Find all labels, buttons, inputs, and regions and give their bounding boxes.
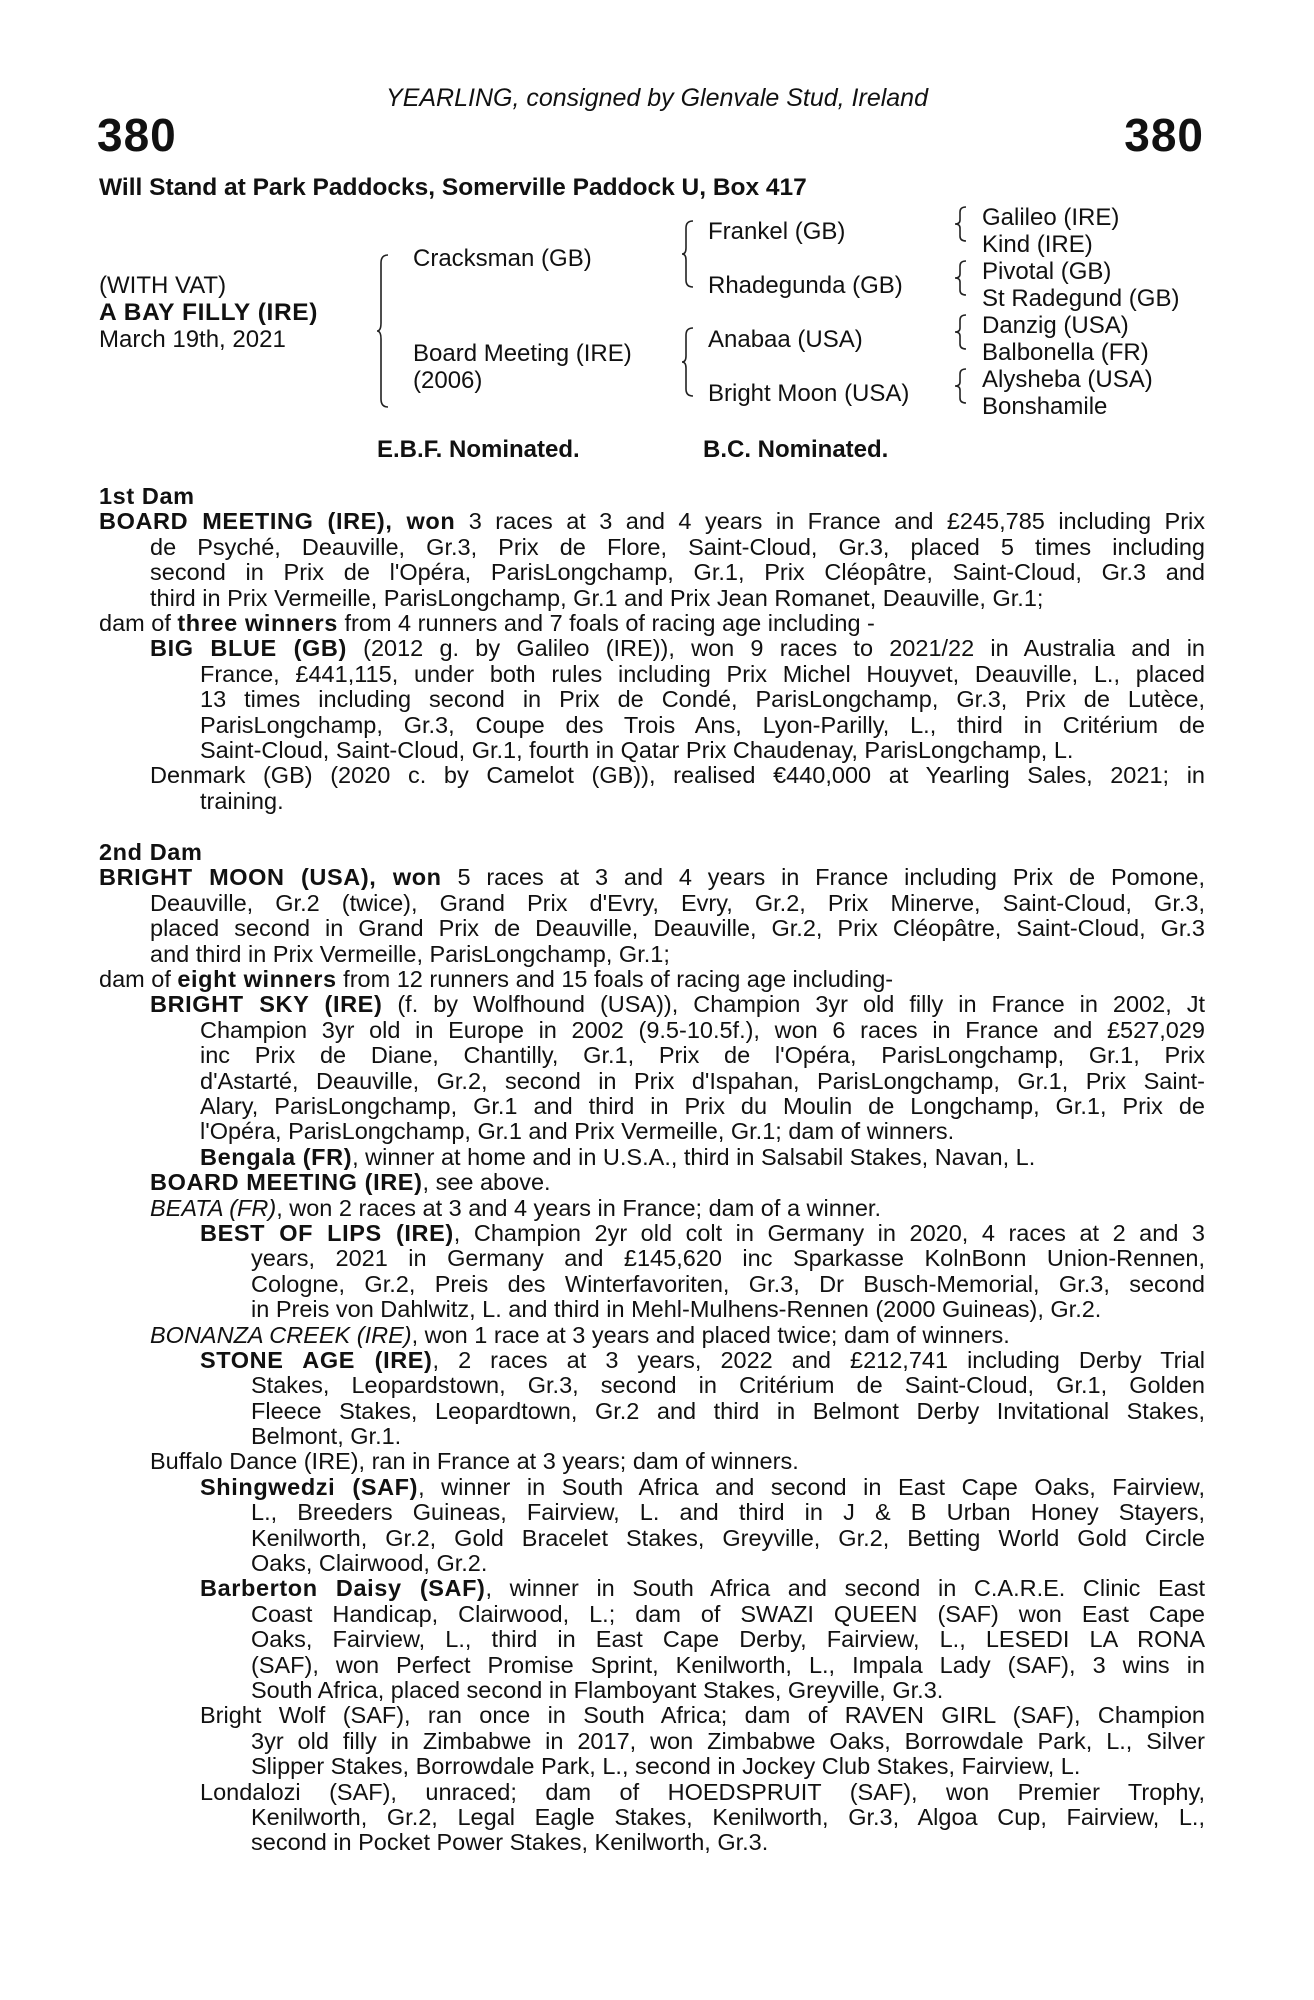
bengala-name: Bengala (FR) bbox=[200, 1143, 353, 1170]
pedigree-brace-dam bbox=[681, 326, 695, 398]
pedigree-brace-ds bbox=[954, 312, 968, 352]
second-dam-text: 5 races at 3 and 4 years in France including Prix de Pomone, bbox=[441, 864, 1206, 891]
barberton-daisy-line-3: Oaks, Fairview, L., third in East Cape Derby, Fairview, L., LESEDI LA RONA bbox=[251, 1626, 1205, 1653]
bright-sky-text: (f. by Wolfhound (USA)), Champion 3yr old filly in France in 2002, Jt bbox=[382, 991, 1205, 1018]
ss-sire: Galileo (IRE) bbox=[982, 204, 1120, 231]
board-meeting-name: BOARD MEETING (IRE) bbox=[150, 1169, 423, 1196]
shingwedzi-name: Shingwedzi (SAF) bbox=[200, 1473, 419, 1500]
sd-dam: St Radegund (GB) bbox=[982, 285, 1180, 312]
dam-dam: Bright Moon (USA) bbox=[708, 380, 910, 407]
shingwedzi-line-4: Oaks, Clairwood, Gr.2. bbox=[251, 1550, 488, 1577]
best-of-lips-text: , Champion 2yr old colt in Germany in 2020, 4 races at 2 and 3 bbox=[453, 1219, 1205, 1246]
second-dam-produce-summary bbox=[99, 967, 1205, 992]
shingwedzi-line-3: Kenilworth, Gr.2, Gold Bracelet Stakes, Greyville, Gr.2, Betting World Gold Circle bbox=[251, 1524, 1205, 1551]
stone-age-line-3: Fleece Stakes, Leopardtown, Gr.2 and third in Belmont Derby Invitational Stakes, bbox=[251, 1397, 1205, 1424]
pedigree-brace-sire bbox=[681, 219, 695, 289]
londalozi-line-1: Londalozi (SAF), unraced; dam of HOEDSPRUIT (SAF), won Premier Trophy, bbox=[200, 1778, 1205, 1805]
barberton-daisy-line-2: Coast Handicap, Clairwood, L.; dam of SWAZI QUEEN (SAF) won East Cape bbox=[251, 1600, 1205, 1627]
barberton-daisy-line-1 bbox=[99, 1576, 1205, 1601]
first-dam-line-2: de Psyché, Deauville, Gr.3, Prix de Flore, Saint-Cloud, Gr.3, placed 5 times including bbox=[150, 533, 1205, 560]
board-meeting-line bbox=[99, 1170, 1205, 1195]
bright-sky-line-4: d'Astarté, Deauville, Gr.2, second in Prix d'Ispahan, ParisLongchamp, Gr.1, Prix Saint- bbox=[200, 1067, 1205, 1094]
dam-foaling-year: (2006) bbox=[413, 367, 483, 394]
second-dam-line-4: and third in Prix Vermeille, ParisLongchamp, Gr.1; bbox=[150, 940, 670, 967]
first-dam-line-1 bbox=[99, 509, 1205, 534]
denmark-line-2: training. bbox=[200, 787, 284, 814]
bright-wolf-line-1: Bright Wolf (SAF), ran once in South Africa; dam of RAVEN GIRL (SAF), Champion bbox=[200, 1702, 1205, 1729]
stone-age-name: STONE AGE (IRE) bbox=[200, 1346, 433, 1373]
sd-sire: Pivotal (GB) bbox=[982, 258, 1112, 285]
first-dam-line-4: third in Prix Vermeille, ParisLongchamp, Gr.1 and Prix Jean Romanet, Deauville, Gr.1; bbox=[150, 584, 1044, 611]
second-dam-won: , won bbox=[369, 864, 442, 891]
bonanza-creek-text: , won 1 race at 3 years and placed twice; dam of winners. bbox=[411, 1321, 1010, 1348]
second-dam-heading: 2nd Dam bbox=[99, 839, 203, 866]
summary-suffix: from 4 runners and 7 foals of racing age including - bbox=[337, 609, 875, 636]
pedigree-brace-ss bbox=[954, 204, 968, 244]
summary-prefix: dam of bbox=[99, 609, 178, 636]
vat-note: (WITH VAT) bbox=[99, 272, 227, 299]
barberton-daisy-line-5: South Africa, placed second in Flamboyant Stakes, Greyville, Gr.3. bbox=[251, 1676, 944, 1703]
best-of-lips-line-4: in Preis von Dahlwitz, L. and third in Mehl-Mulhens-Rennen (2000 Guineas), Gr.2. bbox=[251, 1296, 1102, 1323]
bright-sky-name: BRIGHT SKY (IRE) bbox=[150, 991, 383, 1018]
big-blue-line-3: 13 times including second in Prix de Condé, ParisLongchamp, Gr.3, Prix de Lutèce, bbox=[200, 686, 1205, 713]
board-meeting-text: , see above. bbox=[422, 1169, 551, 1196]
barberton-daisy-line-4: (SAF), won Perfect Promise Sprint, Kenilworth, L., Impala Lady (SAF), 3 wins in bbox=[251, 1651, 1205, 1678]
pedigree-brace-sd bbox=[954, 258, 968, 298]
first-dam-name: BOARD MEETING (IRE) bbox=[99, 508, 386, 535]
foaling-date: March 19th, 2021 bbox=[99, 326, 286, 353]
first-dam-produce-summary bbox=[99, 611, 1205, 636]
big-blue-text: (2012 g. by Galileo (IRE)), won 9 races to 2021/22 in Australia and in bbox=[346, 635, 1205, 662]
dam: Board Meeting (IRE) bbox=[413, 340, 632, 367]
horse-name: A BAY FILLY (IRE) bbox=[99, 299, 318, 326]
best-of-lips-name: BEST OF LIPS (IRE) bbox=[200, 1219, 454, 1246]
stone-age-text: , 2 races at 3 years, 2022 and £212,741 including Derby Trial bbox=[432, 1346, 1206, 1373]
ss-dam: Kind (IRE) bbox=[982, 231, 1093, 258]
bengala-line bbox=[99, 1145, 1205, 1170]
best-of-lips-line-1 bbox=[99, 1221, 1205, 1246]
barberton-daisy-text: , winner in South Africa and second in C.A.R.E. Clinic East bbox=[485, 1575, 1205, 1602]
second-dam-line-2: Deauville, Gr.2 (twice), Grand Prix d'Evry, Evry, Gr.2, Prix Minerve, Saint-Cloud, Gr.3, bbox=[150, 889, 1205, 916]
stone-age-line-2: Stakes, Leopardstown, Gr.3, second in Critérium de Saint-Cloud, Gr.1, Golden bbox=[251, 1372, 1205, 1399]
first-dam-text: 3 races at 3 and 4 years in France and £245,785 including Prix bbox=[455, 508, 1205, 535]
bengala-text: , winner at home and in U.S.A., third in Salsabil Stakes, Navan, L. bbox=[352, 1143, 1036, 1170]
bc-nomination: B.C. Nominated. bbox=[703, 436, 889, 463]
second-dam-name: BRIGHT MOON (USA) bbox=[99, 864, 370, 891]
bright-sky-line-2: Champion 3yr old in Europe in 2002 (9.5-10.5f.), won 6 races in France and £527,029 bbox=[200, 1016, 1205, 1043]
big-blue-line-1 bbox=[99, 636, 1205, 661]
summary-prefix: dam of bbox=[99, 966, 178, 993]
beata-line bbox=[99, 1196, 1205, 1221]
produce-record bbox=[99, 484, 1205, 1856]
bonanza-creek-line bbox=[99, 1323, 1205, 1348]
lot-number-right: 380 bbox=[1124, 109, 1204, 161]
sire-sire: Frankel (GB) bbox=[708, 218, 846, 245]
best-of-lips-line-2: years, 2021 in Germany and £145,620 inc Sparkasse KolnBonn Union-Rennen, bbox=[251, 1245, 1205, 1272]
shingwedzi-line-1 bbox=[99, 1475, 1205, 1500]
denmark-line-1: Denmark (GB) (2020 c. by Camelot (GB)), realised €440,000 at Yearling Sales, 2021; in bbox=[150, 762, 1205, 789]
summary-suffix: from 12 runners and 15 foals of racing age including- bbox=[336, 966, 894, 993]
londalozi-line-2: Kenilworth, Gr.2, Legal Eagle Stakes, Kenilworth, Gr.3, Algoa Cup, Fairview, L., bbox=[251, 1803, 1205, 1830]
pedigree-brace-dd bbox=[954, 366, 968, 406]
dd-dam: Bonshamile bbox=[982, 393, 1108, 420]
best-of-lips-line-3: Cologne, Gr.2, Preis des Winterfavoriten, Gr.3, Dr Busch-Memorial, Gr.3, second bbox=[251, 1270, 1205, 1297]
sire-dam: Rhadegunda (GB) bbox=[708, 272, 903, 299]
stone-age-line-1 bbox=[99, 1348, 1205, 1373]
beata-text: , won 2 races at 3 and 4 years in France; dam of a winner. bbox=[276, 1194, 881, 1221]
first-dam-won: , won bbox=[385, 508, 456, 535]
winners-count: eight winners bbox=[177, 966, 337, 993]
dd-sire: Alysheba (USA) bbox=[982, 366, 1153, 393]
shingwedzi-text: , winner in South Africa and second in East Cape Oaks, Fairview, bbox=[418, 1473, 1206, 1500]
bright-wolf-line-3: Slipper Stakes, Borrowdale Park, L., second in Jockey Club Stakes, Fairview, L. bbox=[251, 1753, 1081, 1780]
bright-sky-line-5: Alary, ParisLongchamp, Gr.1 and third in Prix du Moulin de Longchamp, Gr.1, Prix de bbox=[200, 1092, 1205, 1119]
bright-sky-line-3: inc Prix de Diane, Chantilly, Gr.1, Prix de l'Opéra, ParisLongchamp, Gr.1, Prix bbox=[200, 1042, 1205, 1069]
stone-age-line-4: Belmont, Gr.1. bbox=[251, 1423, 402, 1450]
ds-dam: Balbonella (FR) bbox=[982, 339, 1149, 366]
pedigree-brace-main bbox=[376, 253, 390, 409]
first-dam-heading: 1st Dam bbox=[99, 483, 195, 509]
winners-count: three winners bbox=[177, 609, 338, 636]
shingwedzi-line-2: L., Breeders Guineas, Fairview, L. and third in J & B Urban Honey Stayers, bbox=[251, 1499, 1205, 1526]
big-blue-line-4: ParisLongchamp, Gr.3, Coupe des Trois Ans, Lyon-Parilly, L., third in Critérium de bbox=[200, 711, 1205, 738]
lot-number-left: 380 bbox=[97, 109, 177, 161]
catalogue-subtitle: YEARLING, consigned by Glenvale Stud, Ireland bbox=[386, 84, 928, 112]
big-blue-line-2: France, £441,115, under both rules including Prix Michel Houyvet, Deauville, L., placed bbox=[200, 660, 1205, 687]
bright-sky-line-1 bbox=[99, 992, 1205, 1017]
bonanza-creek-name: BONANZA CREEK (IRE) bbox=[150, 1321, 412, 1348]
bright-wolf-line-2: 3yr old filly in Zimbabwe in 2017, won Zimbabwe Oaks, Borrowdale Park, L., Silver bbox=[251, 1727, 1205, 1754]
big-blue-name: BIG BLUE (GB) bbox=[150, 635, 347, 662]
barberton-daisy-name: Barberton Daisy (SAF) bbox=[200, 1575, 486, 1602]
second-dam-line-1 bbox=[99, 865, 1205, 890]
ds-sire: Danzig (USA) bbox=[982, 312, 1129, 339]
dam-sire: Anabaa (USA) bbox=[708, 326, 863, 353]
first-dam-line-3: second in Prix de l'Opéra, ParisLongchamp, Gr.1, Prix Cléopâtre, Saint-Cloud, Gr.3 and bbox=[150, 559, 1205, 586]
londalozi-line-3: second in Pocket Power Stakes, Kenilworth, Gr.3. bbox=[251, 1829, 769, 1856]
big-blue-line-5: Saint-Cloud, Saint-Cloud, Gr.1, fourth in Qatar Prix Chaudenay, ParisLongchamp, L. bbox=[200, 736, 1074, 763]
ebf-nomination: E.B.F. Nominated. bbox=[377, 436, 580, 463]
stand-location: Will Stand at Park Paddocks, Somerville Paddock U, Box 417 bbox=[99, 174, 807, 201]
beata-name: BEATA (FR) bbox=[150, 1194, 277, 1221]
second-dam-line-3: placed second in Grand Prix de Deauville, Deauville, Gr.2, Prix Cléopâtre, Saint-Cloud, Gr.3 bbox=[150, 915, 1205, 942]
buffalo-dance-line: Buffalo Dance (IRE), ran in France at 3 years; dam of winners. bbox=[150, 1448, 799, 1475]
bright-sky-line-6: l'Opéra, ParisLongchamp, Gr.1 and Prix Vermeille, Gr.1; dam of winners. bbox=[200, 1118, 955, 1145]
sire: Cracksman (GB) bbox=[413, 245, 592, 272]
